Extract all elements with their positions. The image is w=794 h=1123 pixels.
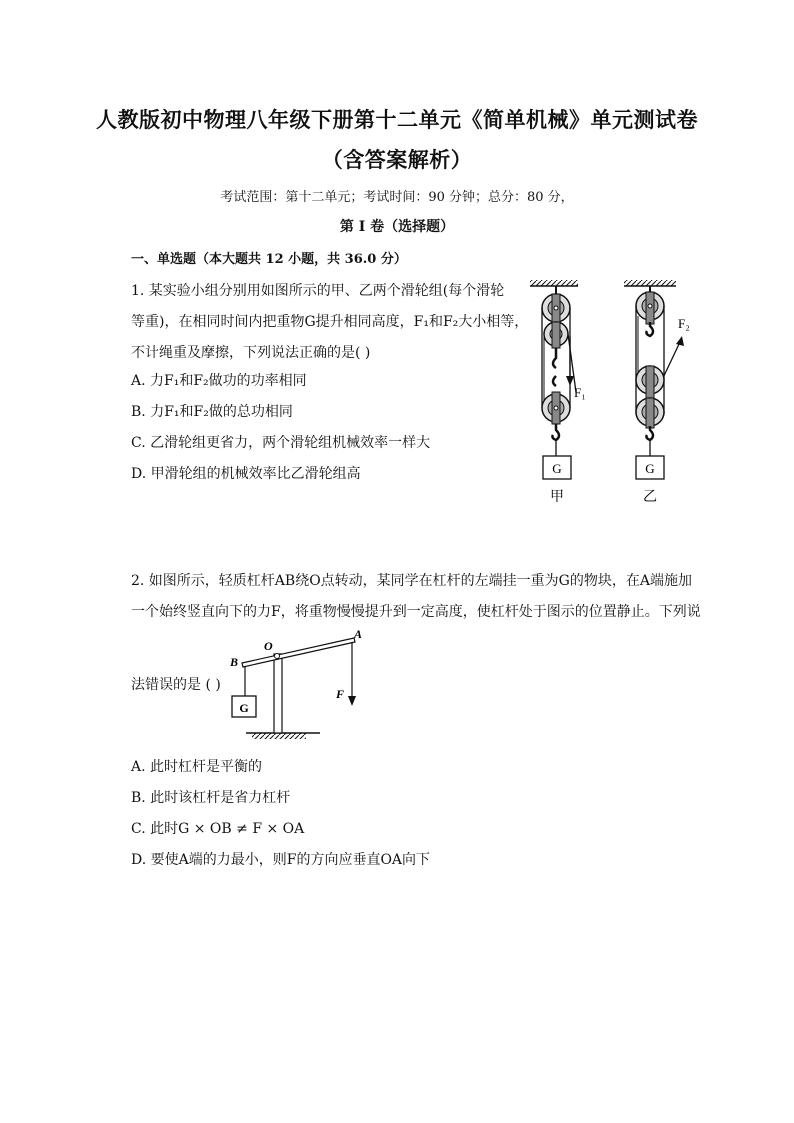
question-1-stem bbox=[131, 276, 529, 369]
question-1-option-a[interactable]: A. 力F₁和F₂做功的功率相同 bbox=[131, 373, 307, 389]
question-2-line-end: 法错误的是 ( ) bbox=[131, 677, 221, 693]
part-heading: 一、单选题（本大题共 12 小题，共 36.0 分） bbox=[131, 252, 407, 267]
fixed-pulley-left-2 bbox=[544, 322, 568, 348]
force-1-label: F₁ bbox=[574, 385, 586, 400]
question-2-option-a[interactable]: A. 此时杠杆是平衡的 bbox=[131, 759, 263, 775]
support-post bbox=[274, 654, 282, 733]
ceiling-left bbox=[530, 280, 578, 286]
movable-pulley-right bbox=[636, 366, 664, 440]
fixed-pulley-left bbox=[542, 294, 570, 326]
question-1-option-c[interactable]: C. 乙滑轮组更省力，两个滑轮组机械效率一样大 bbox=[131, 435, 431, 451]
question-2-option-b[interactable]: B. 此时该杠杆是省力杠杆 bbox=[131, 790, 291, 806]
question-2-option-d[interactable]: D. 要使A端的力最小，则F的方向应垂直OA向下 bbox=[131, 852, 431, 868]
question-2-line: 2. 如图所示，轻质杠杆AB绕O点转动，某同学在杠杆的左端挂一重为G的物块，在A端施加 bbox=[131, 573, 692, 589]
question-2-stem bbox=[131, 566, 701, 628]
load-right-label: G bbox=[645, 461, 655, 476]
label-O: O bbox=[264, 639, 273, 653]
movable-pulley-left bbox=[542, 376, 570, 440]
question-1-option-d[interactable]: D. 甲滑轮组的机械效率比乙滑轮组高 bbox=[131, 466, 361, 482]
document-title: 人教版初中物理八年级下册第十二单元《简单机械》单元测试卷 bbox=[96, 107, 698, 132]
force-2-label: F₂ bbox=[678, 316, 690, 331]
label-B: B bbox=[230, 655, 239, 669]
label-F: F bbox=[336, 687, 345, 701]
question-2-line: 一个始终竖直向下的力F，将重物慢慢提升到一定高度，使杠杆处于图示的位置静止。下列说 bbox=[131, 604, 701, 620]
question-1-line: 等重)，在相同时间内把重物G提升相同高度，F₁和F₂大小相等， bbox=[131, 314, 529, 330]
ground bbox=[252, 733, 306, 739]
lever-figure bbox=[224, 630, 364, 752]
question-1-options bbox=[131, 366, 430, 490]
load-left-label: G bbox=[552, 461, 562, 476]
lever-bar bbox=[242, 638, 355, 667]
ceiling-right bbox=[624, 280, 676, 286]
section-heading: 第 I 卷（选择题） bbox=[339, 219, 455, 235]
pulley-figure bbox=[516, 276, 706, 508]
label-A: A bbox=[354, 630, 363, 641]
figure-label-yi: 乙 bbox=[643, 490, 657, 505]
question-1-line: 不计绳重及摩擦，下列说法正确的是( ) bbox=[131, 345, 371, 361]
question-2-options bbox=[131, 752, 430, 876]
load-block-label: G bbox=[239, 701, 249, 715]
question-1-option-b[interactable]: B. 力F₁和F₂做的总功相同 bbox=[131, 404, 293, 420]
fixed-pulley-right bbox=[636, 292, 664, 336]
exam-meta: 考试范围：第十二单元；考试时间：90 分钟；总分：80 分， bbox=[220, 190, 574, 205]
question-1-line: 1. 某实验小组分别用如图所示的甲、乙两个滑轮组(每个滑轮 bbox=[131, 283, 505, 299]
question-2-option-c[interactable]: C. 此时G × OB ≠ F × OA bbox=[131, 821, 305, 837]
document-subtitle: （含答案解析） bbox=[321, 147, 473, 172]
figure-label-jia: 甲 bbox=[550, 490, 564, 505]
